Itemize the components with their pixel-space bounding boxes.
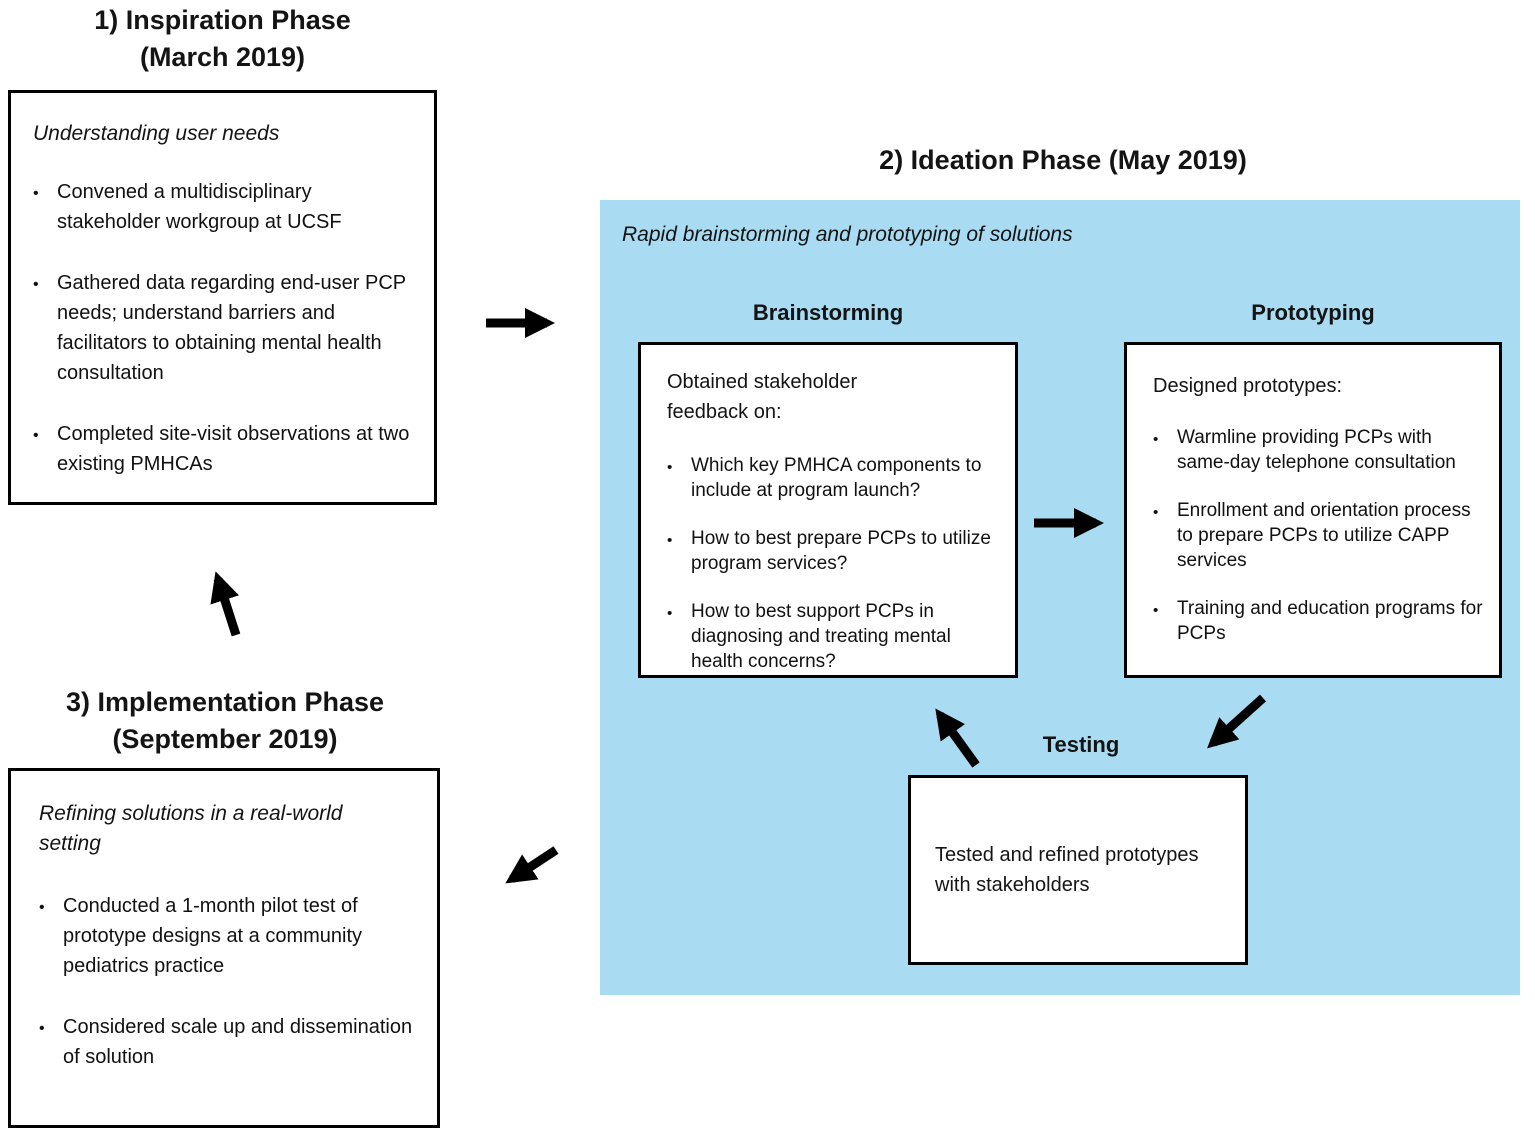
phase1-title <box>0 2 445 76</box>
list-item <box>1153 596 1485 646</box>
phase3-bullet-2: • Considered scale up and dissemination of solution <box>63 1016 413 1068</box>
list-item <box>33 419 416 479</box>
phase1-bullet-3: • Completed site-visit observations at two existing PMHCAs <box>57 423 410 475</box>
phase1-title-line1: 1) Inspiration Phase <box>94 5 351 35</box>
prototyping-bullet-1: • Warmline providing PCPs with same-day telephone consultation <box>1177 427 1456 473</box>
prototyping-bullet-3: • Training and education programs for PCPs <box>1177 598 1483 644</box>
brainstorming-heading: Obtained stakeholder feedback on: <box>667 371 858 423</box>
phase1-box <box>8 90 437 505</box>
prototyping-bullet-list <box>1153 425 1485 646</box>
phase3-bullet-list <box>39 891 415 1072</box>
list-item <box>39 1012 415 1072</box>
testing-box <box>908 775 1248 965</box>
arrow-phase3-to-phase1-icon <box>193 553 255 648</box>
phase1-title-line2: (March 2019) <box>139 42 306 72</box>
list-item <box>667 599 997 674</box>
phase3-box <box>8 768 440 1128</box>
arrow-phase2-to-phase3-icon <box>486 836 576 904</box>
brainstorming-bullet-1: • Which key PMHCA components to include at program launch? <box>691 455 982 501</box>
brainstorming-bullet-list <box>667 453 997 674</box>
brainstorming-label: Brainstorming <box>752 300 904 325</box>
arrow-phase1-to-phase2-icon <box>483 300 565 346</box>
list-item <box>33 268 416 388</box>
arrow-prototyping-to-testing-icon <box>1185 688 1280 768</box>
list-item <box>1153 425 1485 475</box>
prototyping-label: Prototyping <box>1251 300 1375 325</box>
prototyping-heading: Designed prototypes: <box>1153 375 1343 397</box>
testing-text: Tested and refined prototypes with stakeholders <box>935 844 1199 896</box>
phase3-bullet-1: • Conducted a 1-month pilot test of prototype designs at a community pediatrics practice <box>63 895 363 977</box>
prototyping-bullet-2: • Enrollment and orientation process to prepare PCPs to utilize CAPP services <box>1177 500 1471 571</box>
prototyping-box <box>1124 342 1502 678</box>
arrow-testing-to-brainstorming-icon <box>918 693 993 778</box>
phase2-title: 2) Ideation Phase (May 2019) <box>879 145 1247 175</box>
list-item <box>33 177 416 237</box>
testing-label: Testing <box>1042 732 1120 757</box>
arrow-brainstorming-to-prototyping-icon <box>1030 500 1115 546</box>
phase1-bullet-1: • Convened a multidisciplinary stakeholder workgroup at UCSF <box>57 181 342 233</box>
phase2-subtitle: Rapid brainstorming and prototyping of solutions <box>622 223 1073 246</box>
phase3-subtitle: Refining solutions in a real-world setting <box>39 802 343 855</box>
phase3-title-line2: (September 2019) <box>112 724 338 754</box>
phase1-subtitle: Understanding user needs <box>33 122 280 145</box>
phase3-title <box>0 684 450 758</box>
list-item <box>1153 498 1485 573</box>
list-item <box>667 526 997 576</box>
brainstorming-bullet-3: • How to best support PCPs in diagnosing and treating mental health concerns? <box>691 601 951 672</box>
brainstorming-box <box>638 342 1018 678</box>
phase1-bullet-2: • Gathered data regarding end-user PCP needs; understand barriers and facilitators to obtaining mental health consultation <box>57 272 406 384</box>
phase3-title-line1: 3) Implementation Phase <box>65 687 385 717</box>
list-item <box>667 453 997 503</box>
list-item <box>39 891 415 981</box>
phase1-bullet-list <box>33 177 416 479</box>
brainstorming-bullet-2: • How to best prepare PCPs to utilize program services? <box>691 528 991 574</box>
